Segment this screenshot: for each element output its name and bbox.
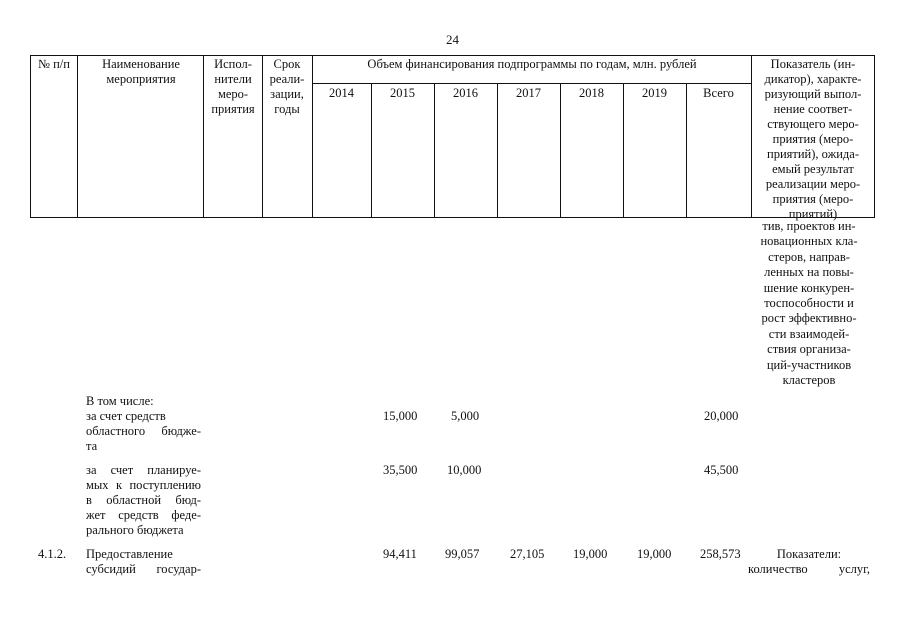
row-regional-2016: 5,000: [451, 409, 480, 423]
row-4-1-2-2019: 19,000: [637, 547, 672, 561]
row-regional-2015: 15,000: [383, 409, 418, 423]
row-4-1-2-2017: 27,105: [510, 547, 545, 561]
header-year-2019: 2019: [642, 86, 667, 100]
header-year-2016: 2016: [453, 86, 478, 100]
row-4-1-2-total: 258,573: [700, 547, 741, 561]
header-financing: Объем финансирования подпрограммы по годам, млн. рублей: [367, 57, 697, 71]
row-federal-total: 45,500: [704, 463, 739, 477]
header-indicator: Показатель (ин- дикатор), характе- ризующий выпол- нение соответ- ствующего меро- приятия (меро- приятий), ожида- емый результат реализации меро- приятия (меро- приятий): [764, 57, 862, 221]
including-label: В том числе:: [86, 394, 154, 408]
header-term: Срок реали-зации, годы: [269, 57, 305, 116]
header-year-2018: 2018: [579, 86, 604, 100]
header-number: № п/п: [38, 57, 70, 71]
row-4-1-2-2015: 94,411: [383, 547, 417, 561]
row-federal-budget-name: за счет планируе- мых к поступлению в областной бюд- жет средств феде- рального бюджета: [86, 463, 201, 537]
row-4-1-2-indicator: Показатели: количество услуг,: [748, 547, 870, 577]
header-name: Наименование мероприятия: [102, 57, 180, 86]
row-4-1-2-2016: 99,057: [445, 547, 480, 561]
row-federal-2015: 35,500: [383, 463, 418, 477]
row-4-1-2-2018: 19,000: [573, 547, 608, 561]
row-federal-2016: 10,000: [447, 463, 482, 477]
row-regional-total: 20,000: [704, 409, 739, 423]
page-number: 24: [446, 32, 459, 47]
header-year-2015: 2015: [390, 86, 415, 100]
header-year-2017: 2017: [516, 86, 541, 100]
header-year-2014: 2014: [329, 86, 354, 100]
row-4-1-2-number: 4.1.2.: [38, 547, 67, 561]
table-header: [30, 55, 875, 221]
indicator-continuation: тив, проектов ин- новационных кла- стеров, направ- ленных на повы- шение конкурен- тоспособности и рост эффективно- сти взаимодей- ствия организа- ций-участников кластеров: [760, 219, 858, 388]
row-regional-budget-name: за счет средств областного бюдже- та: [86, 409, 201, 453]
header-total: Всего: [703, 86, 734, 100]
row-4-1-2-name: Предоставление субсидий государ-: [86, 547, 201, 576]
header-executors: Испол-нители меро-приятия: [211, 57, 255, 116]
